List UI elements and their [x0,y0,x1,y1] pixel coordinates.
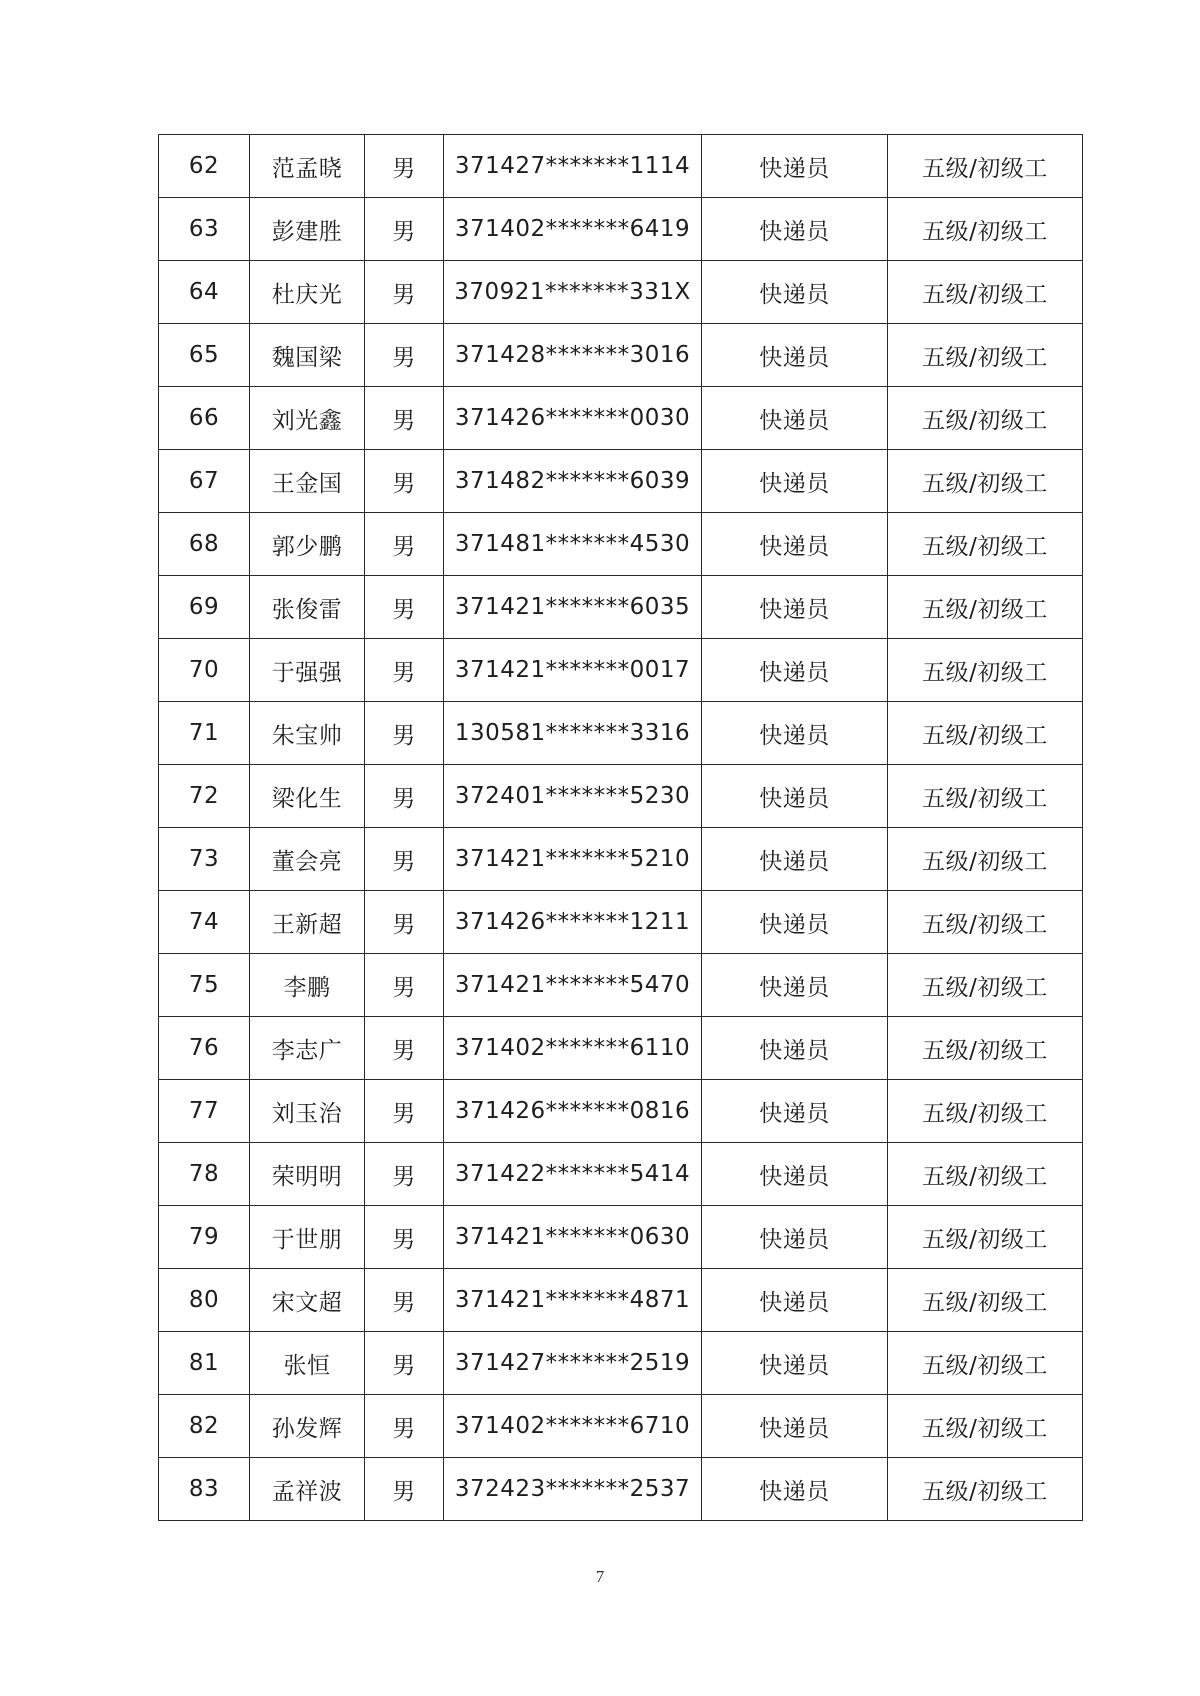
row-number-cell: 65 [159,324,250,387]
row-number-cell: 72 [159,765,250,828]
gender-cell: 男 [365,1017,444,1080]
gender-cell: 男 [365,1269,444,1332]
name-cell: 郭少鹏 [250,513,365,576]
row-number-cell: 81 [159,1332,250,1395]
gender-cell: 男 [365,1458,444,1521]
name-cell: 于世朋 [250,1206,365,1269]
name-cell: 孙发辉 [250,1395,365,1458]
id-number-cell: 372401*******5230 [444,765,702,828]
gender-cell: 男 [365,135,444,198]
id-number-cell: 371421*******6035 [444,576,702,639]
name-cell: 孟祥波 [250,1458,365,1521]
skill-level-cell: 五级/初级工 [888,1080,1083,1143]
skill-level-cell: 五级/初级工 [888,891,1083,954]
table-row [159,702,1083,765]
occupation-cell: 快递员 [702,1332,888,1395]
skill-level-cell: 五级/初级工 [888,324,1083,387]
table-row [159,954,1083,1017]
row-number-cell: 82 [159,1395,250,1458]
table-row [159,513,1083,576]
id-number-cell: 371421*******4871 [444,1269,702,1332]
id-number-cell: 371422*******5414 [444,1143,702,1206]
id-number-cell: 371421*******0017 [444,639,702,702]
name-cell: 张恒 [250,1332,365,1395]
occupation-cell: 快递员 [702,261,888,324]
id-number-cell: 371421*******0630 [444,1206,702,1269]
table-row [159,198,1083,261]
name-cell: 梁化生 [250,765,365,828]
id-number-cell: 371428*******3016 [444,324,702,387]
skill-level-cell: 五级/初级工 [888,1143,1083,1206]
occupation-cell: 快递员 [702,135,888,198]
name-cell: 范孟晓 [250,135,365,198]
table-row [159,387,1083,450]
gender-cell: 男 [365,1080,444,1143]
skill-level-cell: 五级/初级工 [888,513,1083,576]
id-number-cell: 371421*******5470 [444,954,702,1017]
row-number-cell: 63 [159,198,250,261]
row-number-cell: 70 [159,639,250,702]
skill-level-cell: 五级/初级工 [888,1269,1083,1332]
row-number-cell: 69 [159,576,250,639]
gender-cell: 男 [365,954,444,1017]
name-cell: 刘光鑫 [250,387,365,450]
occupation-cell: 快递员 [702,702,888,765]
table-row [159,135,1083,198]
row-number-cell: 68 [159,513,250,576]
name-cell: 荣明明 [250,1143,365,1206]
skill-level-cell: 五级/初级工 [888,1458,1083,1521]
row-number-cell: 78 [159,1143,250,1206]
gender-cell: 男 [365,828,444,891]
skill-level-cell: 五级/初级工 [888,702,1083,765]
id-number-cell: 371426*******0030 [444,387,702,450]
table-row [159,1458,1083,1521]
occupation-cell: 快递员 [702,765,888,828]
skill-level-cell: 五级/初级工 [888,954,1083,1017]
id-number-cell: 371482*******6039 [444,450,702,513]
occupation-cell: 快递员 [702,1395,888,1458]
row-number-cell: 74 [159,891,250,954]
id-number-cell: 371402*******6110 [444,1017,702,1080]
skill-level-cell: 五级/初级工 [888,1206,1083,1269]
table-row [159,324,1083,387]
gender-cell: 男 [365,1332,444,1395]
occupation-cell: 快递员 [702,450,888,513]
table-row [159,639,1083,702]
occupation-cell: 快递员 [702,1143,888,1206]
occupation-cell: 快递员 [702,324,888,387]
name-cell: 杜庆光 [250,261,365,324]
table-row [159,1017,1083,1080]
table-row [159,450,1083,513]
id-number-cell: 371427*******2519 [444,1332,702,1395]
gender-cell: 男 [365,891,444,954]
id-number-cell: 370921*******331X [444,261,702,324]
gender-cell: 男 [365,324,444,387]
table-row [159,576,1083,639]
id-number-cell: 371426*******1211 [444,891,702,954]
table-row [159,1143,1083,1206]
table-row [159,891,1083,954]
page-number: 7 [595,1567,605,1586]
occupation-cell: 快递员 [702,1458,888,1521]
table-row [159,765,1083,828]
row-number-cell: 71 [159,702,250,765]
name-cell: 于强强 [250,639,365,702]
gender-cell: 男 [365,1143,444,1206]
table-row [159,261,1083,324]
row-number-cell: 66 [159,387,250,450]
row-number-cell: 76 [159,1017,250,1080]
id-number-cell: 371402*******6419 [444,198,702,261]
skill-level-cell: 五级/初级工 [888,576,1083,639]
skill-level-cell: 五级/初级工 [888,450,1083,513]
occupation-cell: 快递员 [702,576,888,639]
row-number-cell: 83 [159,1458,250,1521]
occupation-cell: 快递员 [702,387,888,450]
id-number-cell: 372423*******2537 [444,1458,702,1521]
occupation-cell: 快递员 [702,1206,888,1269]
table-row [159,1206,1083,1269]
occupation-cell: 快递员 [702,954,888,1017]
table-row [159,1269,1083,1332]
table-row [159,1332,1083,1395]
skill-level-cell: 五级/初级工 [888,765,1083,828]
name-cell: 彭建胜 [250,198,365,261]
name-cell: 李鹏 [250,954,365,1017]
table-row [159,1080,1083,1143]
name-cell: 张俊雷 [250,576,365,639]
id-number-cell: 371426*******0816 [444,1080,702,1143]
occupation-cell: 快递员 [702,513,888,576]
row-number-cell: 75 [159,954,250,1017]
id-number-cell: 130581*******3316 [444,702,702,765]
occupation-cell: 快递员 [702,891,888,954]
occupation-cell: 快递员 [702,828,888,891]
id-number-cell: 371481*******4530 [444,513,702,576]
skill-level-cell: 五级/初级工 [888,198,1083,261]
gender-cell: 男 [365,765,444,828]
skill-level-cell: 五级/初级工 [888,1332,1083,1395]
gender-cell: 男 [365,513,444,576]
name-cell: 宋文超 [250,1269,365,1332]
row-number-cell: 67 [159,450,250,513]
row-number-cell: 79 [159,1206,250,1269]
skill-level-cell: 五级/初级工 [888,828,1083,891]
row-number-cell: 73 [159,828,250,891]
table-row [159,828,1083,891]
gender-cell: 男 [365,387,444,450]
occupation-cell: 快递员 [702,1269,888,1332]
id-number-cell: 371421*******5210 [444,828,702,891]
row-number-cell: 77 [159,1080,250,1143]
name-cell: 董会亮 [250,828,365,891]
occupation-cell: 快递员 [702,198,888,261]
id-number-cell: 371427*******1114 [444,135,702,198]
skill-level-cell: 五级/初级工 [888,261,1083,324]
row-number-cell: 62 [159,135,250,198]
id-number-cell: 371402*******6710 [444,1395,702,1458]
gender-cell: 男 [365,198,444,261]
skill-level-cell: 五级/初级工 [888,639,1083,702]
gender-cell: 男 [365,450,444,513]
skill-level-cell: 五级/初级工 [888,135,1083,198]
occupation-cell: 快递员 [702,1080,888,1143]
name-cell: 魏国梁 [250,324,365,387]
row-number-cell: 80 [159,1269,250,1332]
skill-level-cell: 五级/初级工 [888,1395,1083,1458]
name-cell: 王金国 [250,450,365,513]
personnel-table [158,134,1083,1521]
gender-cell: 男 [365,702,444,765]
personnel-table-body [159,135,1083,1521]
table-row [159,1395,1083,1458]
name-cell: 朱宝帅 [250,702,365,765]
skill-level-cell: 五级/初级工 [888,387,1083,450]
gender-cell: 男 [365,639,444,702]
gender-cell: 男 [365,576,444,639]
skill-level-cell: 五级/初级工 [888,1017,1083,1080]
gender-cell: 男 [365,1395,444,1458]
gender-cell: 男 [365,261,444,324]
gender-cell: 男 [365,1206,444,1269]
name-cell: 王新超 [250,891,365,954]
name-cell: 李志广 [250,1017,365,1080]
occupation-cell: 快递员 [702,1017,888,1080]
name-cell: 刘玉治 [250,1080,365,1143]
row-number-cell: 64 [159,261,250,324]
occupation-cell: 快递员 [702,639,888,702]
